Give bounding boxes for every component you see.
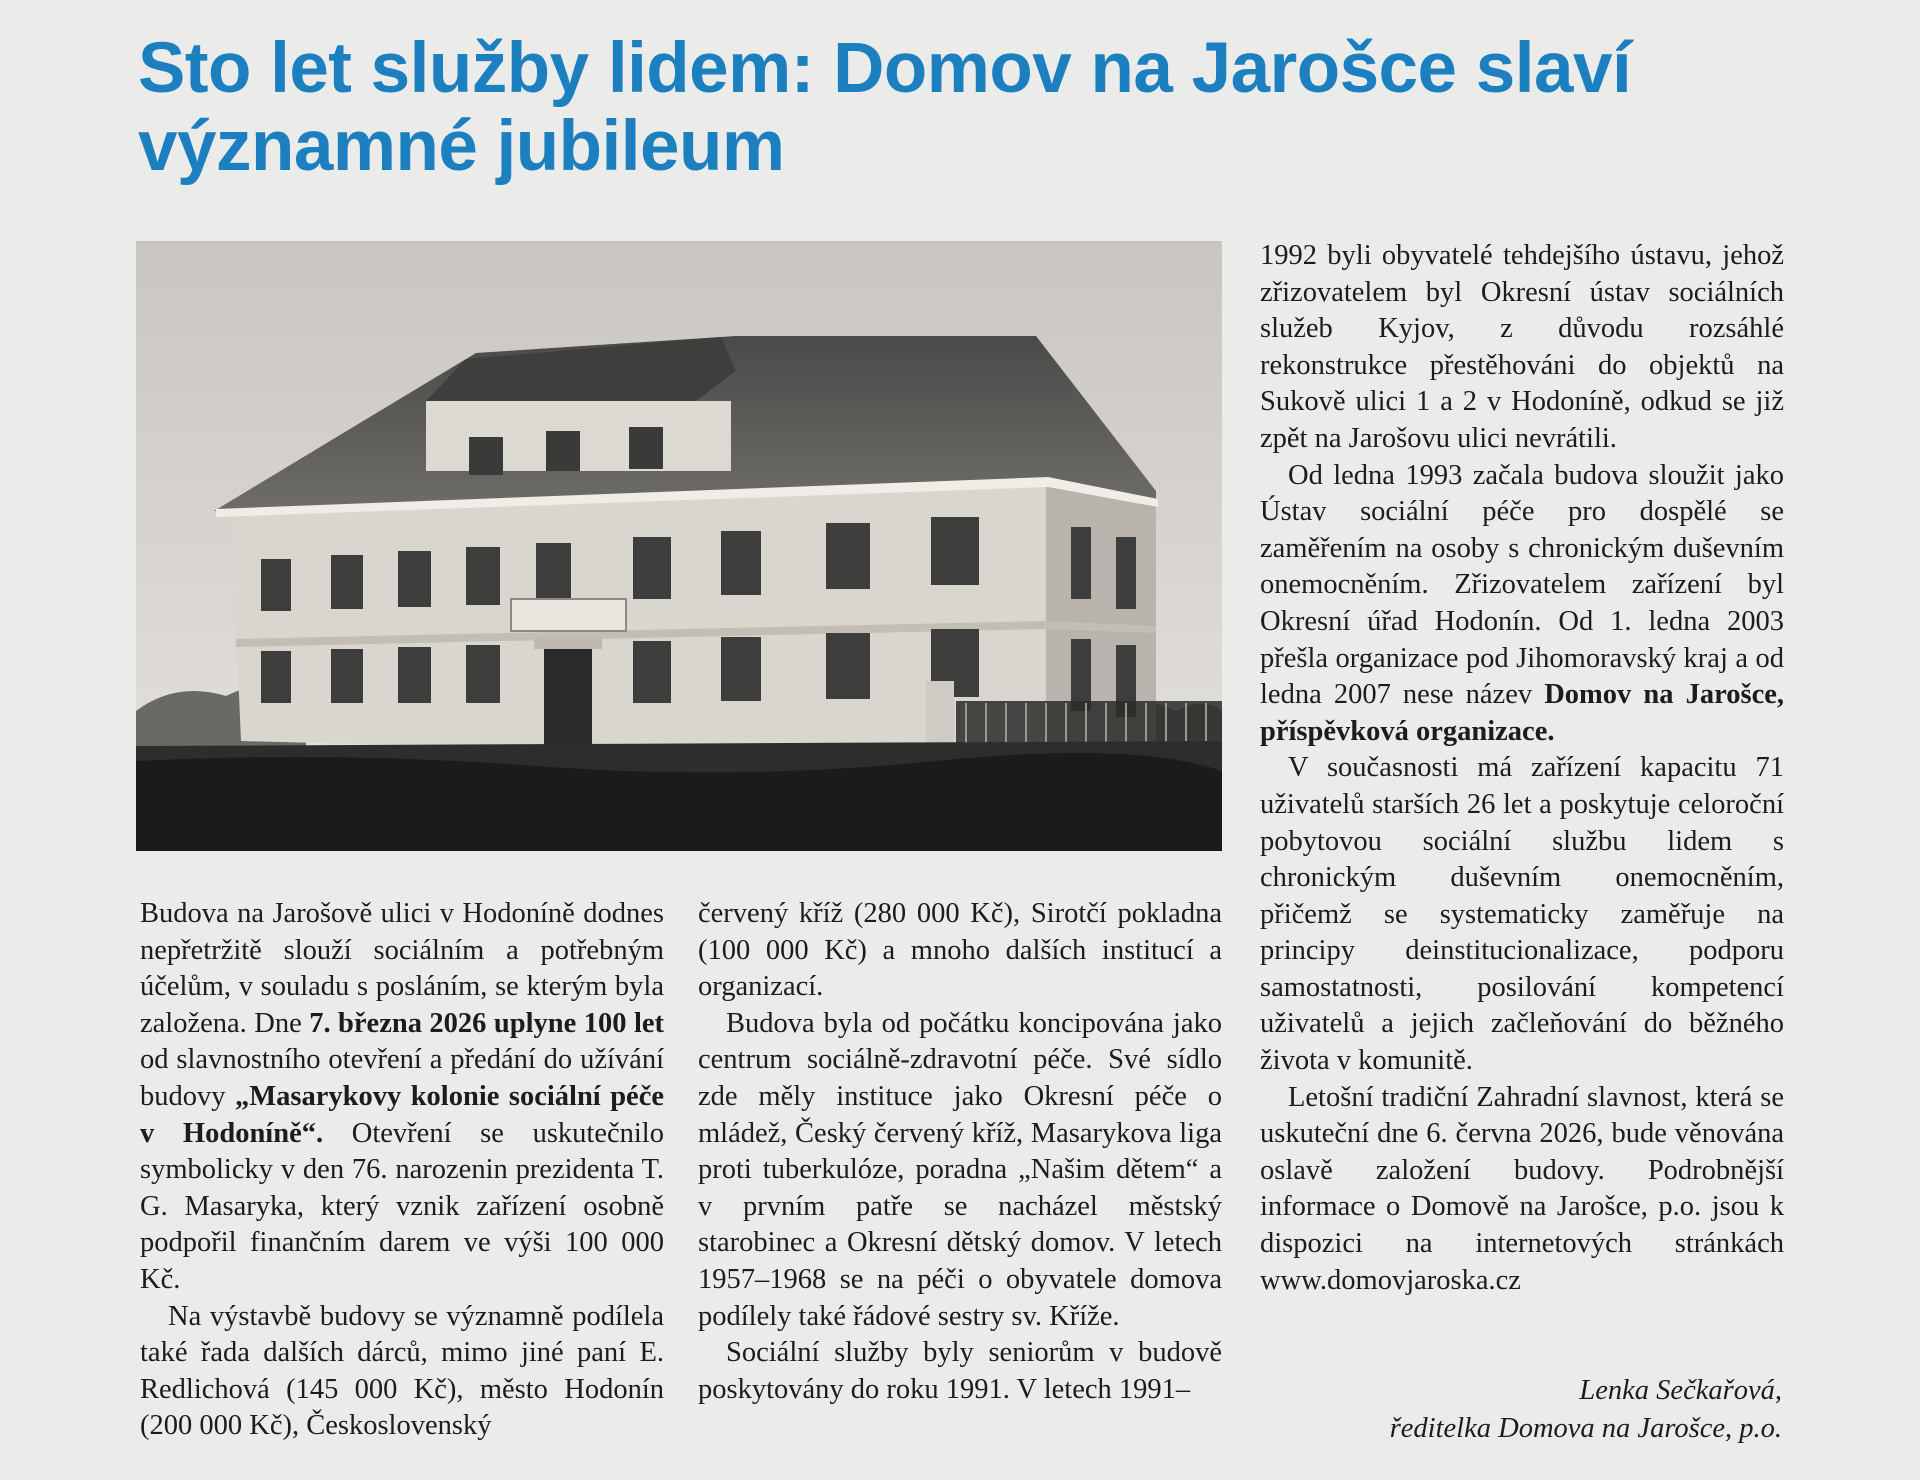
- paragraph-present: V současnosti má zařízení kapacitu 71 uživatelů starších 26 let a poskytuje celoroční pobytovou sociální službu lidem s chronickým duševním onemocněním, přičemž se systematicky zaměřuje na principy deinstitucionalizace, podporu samostatnosti, posilování kompetencí uživatelů a jejich začleňování do běžného života v komunitě.: [1260, 752, 1784, 1077]
- paragraph-donors-continued: červený kříž (280 000 Kč), Sirotčí pokladna (100 000 Kč) a mnoho dalších institucí a organizací.: [698, 898, 1222, 1003]
- headline-line-1: Sto let služby lidem: Domov na Jarošce slaví: [138, 29, 1632, 108]
- paragraph-social-services-continued: 1992 byli obyvatelé tehdejšího ústavu, jehož zřizovatelem byl Okresní ústav sociálních služeb Kyjov, z důvodu rozsáhlé rekonstrukce přestěhováni do objektů na Sukově ulici 1 a 2 v Hodoníně, odkud se již zpět na Jarošovu ulici nevrátili.: [1260, 240, 1784, 454]
- paragraph-institute: [1260, 458, 1784, 751]
- article-column-3: [1260, 238, 1784, 1299]
- organization-name: Domov na Jarošce, příspěvková organizace.: [1260, 679, 1784, 747]
- article-column-2: [698, 896, 1222, 1408]
- author-name: Lenka Sečkařová,: [1579, 1375, 1782, 1406]
- author-signature: [1260, 1372, 1782, 1448]
- article-headline: [138, 30, 1838, 186]
- text: Budova na Jarošově ulici v Hodoníně dodnes nepřetržitě slouží sociálním a potřebným účelům, v souladu s posláním, se kterým byla založena. Dne: [140, 898, 664, 1039]
- building-name: „Masarykovy kolonie sociální péče v Hodoníně“.: [140, 1080, 664, 1149]
- text: Od ledna 1993 začala budova sloužit jako Ústav sociální péče pro dospělé se zaměřením na osoby s chronickým duševním onemocněním. Zřizovatelem zařízení byl Okresní úřad Hodonín. Od 1. ledna 2003 přešla organizace pod Jihomoravský kraj a od ledna 2007 nese název: [1260, 459, 1784, 711]
- author-role: ředitelka Domova na Jarošce, p.o.: [1389, 1413, 1782, 1444]
- paragraph-social-services: Sociální služby byly seniorům v budově poskytovány do roku 1991. V letech 1991–: [698, 1337, 1222, 1405]
- paragraph-donors: Na výstavbě budovy se významně podílela také řada dalších dárců, mimo jiné paní E. Redlichová (145 000 Kč), město Hodonín (200 000 Kč), Československý: [140, 1300, 664, 1442]
- paragraph-history: Budova byla od počátku koncipována jako centrum sociálně-zdravotní péče. Své sídlo zde měly instituce jako Okresní péče o mládež, Český červený kříž, Masarykova liga proti tuberkulóze, poradna „Našim dětem“ a v prvním patře se nacházel městský starobinec a Okresní dětský domov. V letech 1957–1968 se na péči o obyvatele domova podílely také řádové sestry sv. Kříže.: [698, 1007, 1222, 1332]
- paragraph-garden-party: Letošní tradiční Zahradní slavnost, která se uskuteční dne 6. června 2026, bude věnována oslavě založení budovy. Podrobnější informace o Domově na Jarošce, p.o. jsou k dispozici na internetových stránkách www.domovjaroska.cz: [1260, 1081, 1784, 1296]
- article-column-1: [140, 896, 664, 1445]
- headline-line-2: významné jubileum: [138, 107, 785, 186]
- anniversary-date: 7. března 2026 uplyne 100 let: [309, 1007, 665, 1039]
- text: Otevření se uskutečnilo symbolicky v den 76. narozenin prezidenta T. G. Masaryka, který vznik zařízení osobně podpořil finančním darem ve výši 100 000 Kč.: [140, 1117, 664, 1295]
- paragraph-opening: [140, 896, 664, 1299]
- historic-building-photo: [136, 241, 1222, 851]
- text: od slavnostního otevření a předání do užívání budovy: [140, 1044, 664, 1112]
